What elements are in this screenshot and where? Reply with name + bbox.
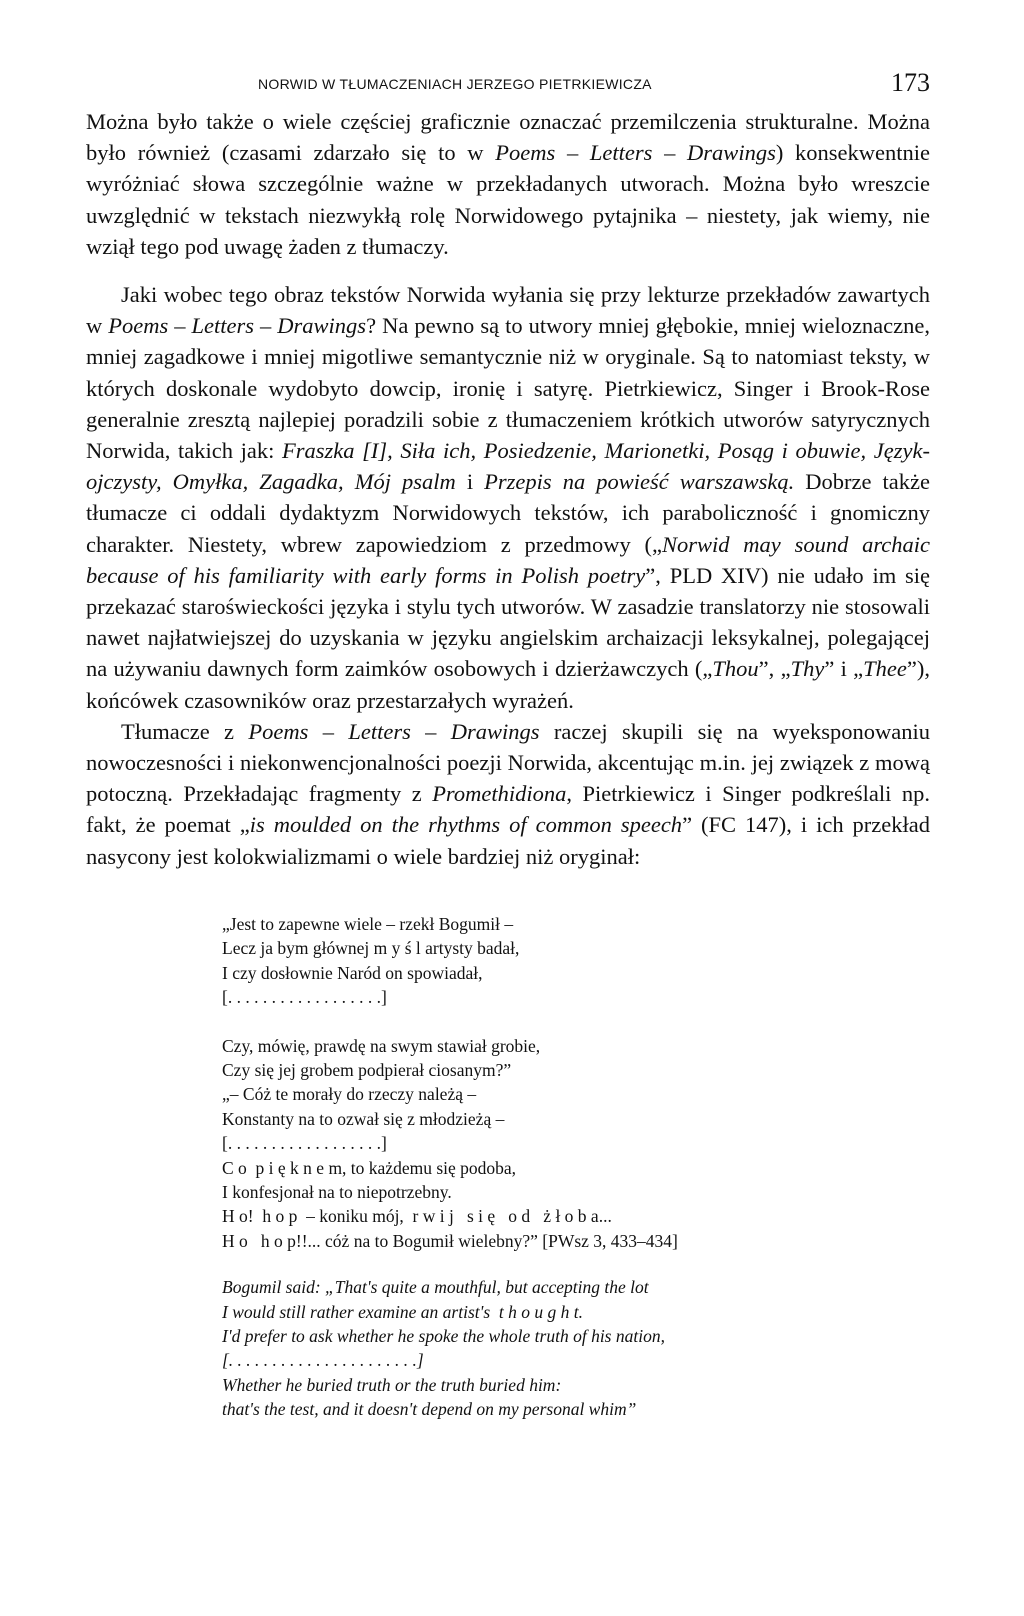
verse-line: H o! h o p – koniku mój, r w i j s i ę o d ż ł o b a... xyxy=(222,1206,612,1227)
verse-line: [. . . . . . . . . . . . . . . . . .] xyxy=(222,987,387,1008)
italic-text-run: Thou xyxy=(712,656,759,682)
italic-text-run: Poems – Letters – Drawings xyxy=(248,718,540,744)
text-run: ” (FC 147), i ich przekład nasycony jest kolokwializmami o wiele bardziej niż oryginał: xyxy=(86,812,930,869)
italic-text-run: Poems – Letters – Drawings xyxy=(495,140,776,166)
italic-text-run: is moulded on the rhythms of common speech xyxy=(249,812,683,838)
text-run: ”, PLD XIV) nie udało im się przekazać staroświeckości języka i stylu tych utworów. W zasadzie translatorzy nie stosowali nawet najłatwiejszej do uzyskania w języku angielskim archaizacji leksykalnej, polegającej na używaniu dawnych form zaimków osobowych i dzierżawczych („ xyxy=(86,562,931,682)
verse-line: Czy się jej grobem podpierał ciosanym?” xyxy=(222,1059,512,1080)
verse-line: Konstanty na to ozwał się z młodzieżą – xyxy=(222,1108,505,1129)
page-header xyxy=(86,66,930,106)
italic-text-run: Poems – Letters – Drawings xyxy=(108,313,367,339)
italic-text-run: Norwid may sound archaic because of his familiarity with early forms in Polish poetry xyxy=(86,531,930,588)
text-run: ” i „ xyxy=(824,656,864,682)
text-run: , Pietrkiewicz i Singer podkreślali np. fakt, że poemat „ xyxy=(86,781,930,838)
italic-text-run: Thy xyxy=(790,656,825,682)
verse-line: Whether he buried truth or the truth buried him: xyxy=(222,1374,562,1395)
text-run: ) konsekwentnie wyróżniać słowa szczególnie ważne w przekładanych utworach. Można było wreszcie uwzględnić w tekstach niezwykłą rolę Norwidowego pytajnika – niestety, jak wiemy, nie wziął tego pod uwagę żaden z tłumaczy. xyxy=(86,140,930,259)
verse-line: H o h o p!!... cóż na to Bogumił wielebny?” [PWsz 3, 433–434] xyxy=(222,1230,678,1251)
verse-line: I konfesjonał na to niepotrzebny. xyxy=(222,1181,452,1202)
italic-text-run: Przepis na powieść warszawską. xyxy=(484,469,795,495)
verse-line: „Jest to zapewne wiele – rzekł Bogumił – xyxy=(222,913,514,934)
verse-line: I would still rather examine an artist's t h o u g h t. xyxy=(222,1301,584,1322)
verse-line: Czy, mówię, prawdę na swym stawiał grobie, xyxy=(222,1035,541,1056)
text-run: Można było także o wiele częściej graficznie oznaczać przemilczenia strukturalne. Można było również (czasami zdarzało się to w xyxy=(86,109,930,166)
text-run: Jaki wobec tego obraz tekstów Norwida wyłania się przy lekturze przekładów zawartych w xyxy=(86,282,930,339)
quote-polish-stanza-1 xyxy=(222,912,930,1010)
italic-text-run: Thee xyxy=(863,656,907,682)
verse-line: [. . . . . . . . . . . . . . . . . .] xyxy=(222,1133,387,1154)
quote-english-translation xyxy=(222,1275,930,1421)
verse-line: C o p i ę k n e m, to każdemu się podoba, xyxy=(222,1157,517,1178)
verse-line: Bogumil said: „That's quite a mouthful, but accepting the lot xyxy=(222,1277,649,1298)
verse-line: that's the test, and it doesn't depend on my personal whim” xyxy=(222,1399,637,1420)
italic-text-run: Promethidiona xyxy=(432,781,567,807)
paragraph-2 xyxy=(86,279,930,716)
paragraph-3 xyxy=(86,716,930,872)
paragraph-1 xyxy=(86,106,930,262)
verse-line: I czy dosłownie Naród on spowiadał, xyxy=(222,962,483,983)
text-run: ”, „ xyxy=(758,656,791,682)
text-run: i xyxy=(455,469,485,495)
page-number: 173 xyxy=(891,68,930,97)
verse-line: Lecz ja bym głównej m y ś l artysty badał, xyxy=(222,938,520,959)
text-run: ”), końcówek czasowników oraz przestarzałych wyrażeń. xyxy=(86,656,930,713)
verse-line: „– Cóż te morały do rzeczy należą – xyxy=(222,1084,477,1105)
text-run: Dobrze także tłumacze ci oddali dydaktyzm Norwidowych tekstów, ich paraboliczność i gnomiczny charakter. Niestety, wbrew zapowiedziom z przedmowy („ xyxy=(86,469,930,557)
page xyxy=(86,66,930,1422)
running-title: NORWID W TŁUMACZENIACH JERZEGO PIETRKIEWICZA xyxy=(258,76,652,92)
text-run: Tłumacze z xyxy=(121,718,249,744)
verse-line: I'd prefer to ask whether he spoke the whole truth of his nation, xyxy=(222,1325,665,1346)
quote-polish-stanza-2 xyxy=(222,1034,930,1254)
text-run: raczej skupili się na wyeksponowaniu nowoczesności i niekonwencjonalności poezji Norwida, akcentując m.in. jej związek z mową potoczną. Przekładając fragmenty z xyxy=(86,718,930,807)
text-run: ? Na pewno są to utwory mniej głębokie, mniej wieloznaczne, mniej zagadkowe i mniej migotliwe semantycznie niż w oryginale. Są to natomiast teksty, w których doskonale wydobyto dowcip, ironię i satyrę. Pietrkiewicz, Singer i Brook-Rose generalnie zresztą najlepiej poradzili sobie z tłumaczeniem krótkich utworów satyrycznych Norwida, takich jak: xyxy=(86,313,930,464)
italic-text-run: Fraszka [I], Siła ich, Posiedzenie, Marionetki, Posąg i obuwie, Język-ojczysty, Omyłka, Zagadka, Mój psalm xyxy=(86,438,930,495)
verse-line: [. . . . . . . . . . . . . . . . . . . . . .] xyxy=(222,1350,424,1371)
